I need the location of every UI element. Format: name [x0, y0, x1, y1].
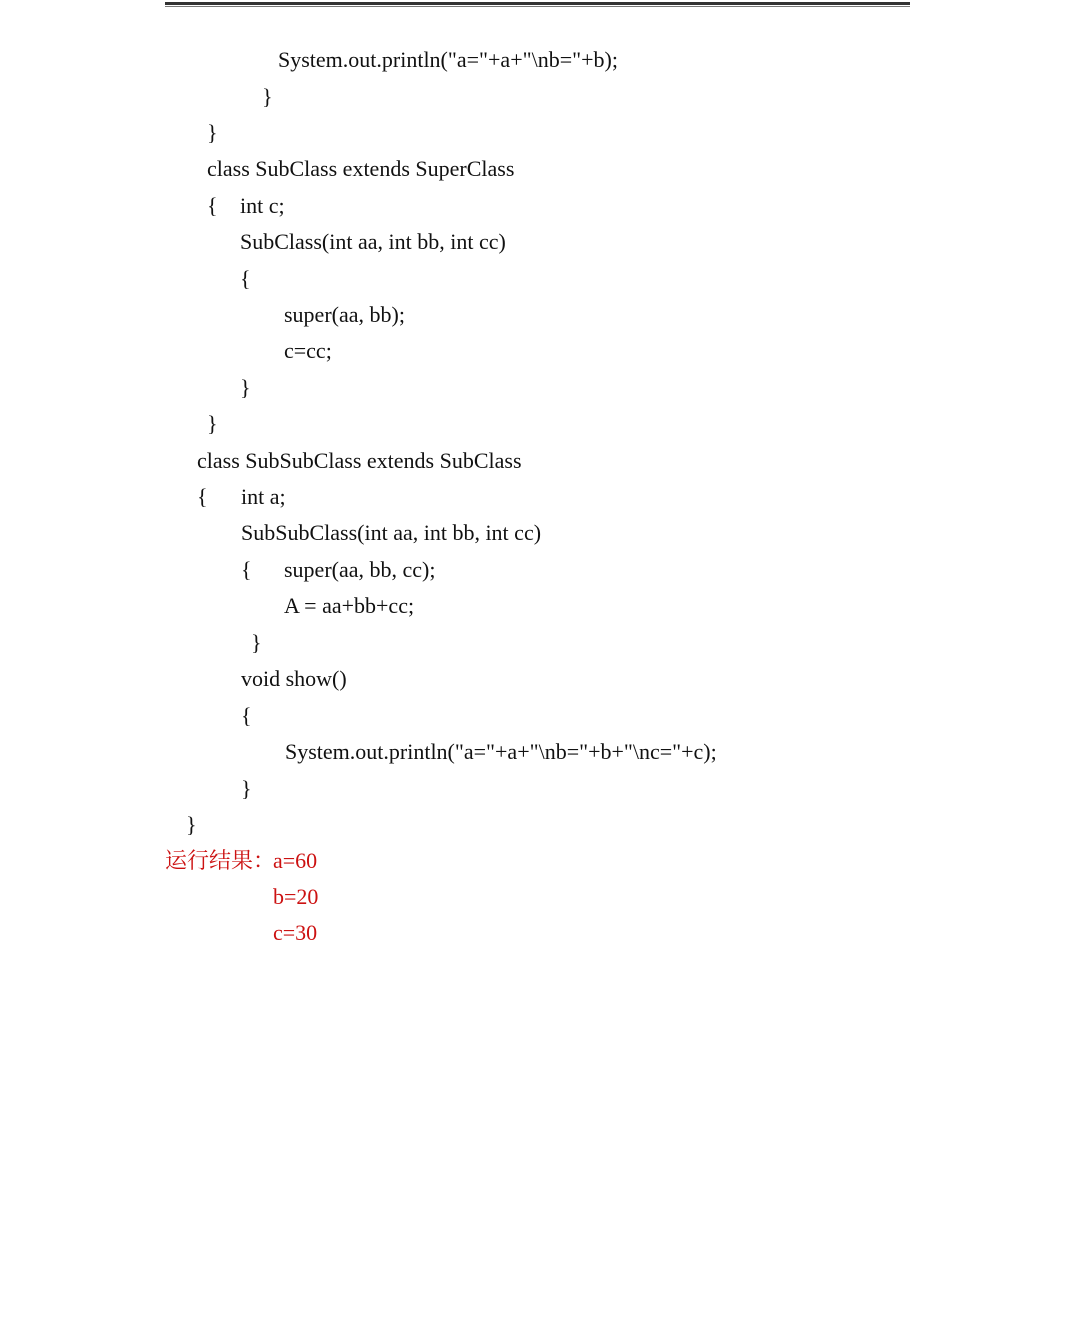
- run-result-line: b=20: [273, 884, 319, 909]
- code-line: {: [207, 193, 218, 218]
- code-line: }: [207, 411, 218, 436]
- code-line: {: [240, 266, 251, 291]
- code-line: System.out.println("a="+a+"\nb="+b);: [278, 47, 618, 72]
- code-line: }: [251, 630, 262, 655]
- run-result-label: 运行结果：: [165, 848, 276, 873]
- code-line: System.out.println("a="+a+"\nb="+b+"\nc="+c);: [285, 739, 717, 764]
- code-line: }: [186, 812, 197, 837]
- code-line: super(aa, bb);: [284, 302, 405, 327]
- code-line: int c;: [240, 193, 285, 218]
- code-line: int a;: [241, 484, 286, 509]
- code-line: {: [241, 557, 252, 582]
- code-line: class SubClass extends SuperClass: [207, 156, 515, 181]
- code-line: A = aa+bb+cc;: [284, 593, 415, 618]
- run-result-line: a=60: [273, 848, 318, 873]
- code-line: {: [241, 703, 252, 728]
- run-result-line: c=30: [273, 920, 318, 945]
- code-line: super(aa, bb, cc);: [284, 557, 436, 582]
- top-rule: [165, 2, 910, 5]
- code-line: SubClass(int aa, int bb, int cc): [240, 229, 506, 254]
- code-line: void show(): [241, 666, 347, 691]
- code-line: }: [262, 84, 273, 109]
- code-line: class SubSubClass extends SubClass: [197, 448, 522, 473]
- code-line: }: [241, 776, 252, 801]
- top-rule-thin: [165, 6, 910, 7]
- code-line: }: [207, 120, 218, 145]
- code-line: }: [240, 375, 251, 400]
- code-line: c=cc;: [284, 338, 332, 363]
- code-line: {: [197, 484, 208, 509]
- code-line: SubSubClass(int aa, int bb, int cc): [241, 520, 542, 545]
